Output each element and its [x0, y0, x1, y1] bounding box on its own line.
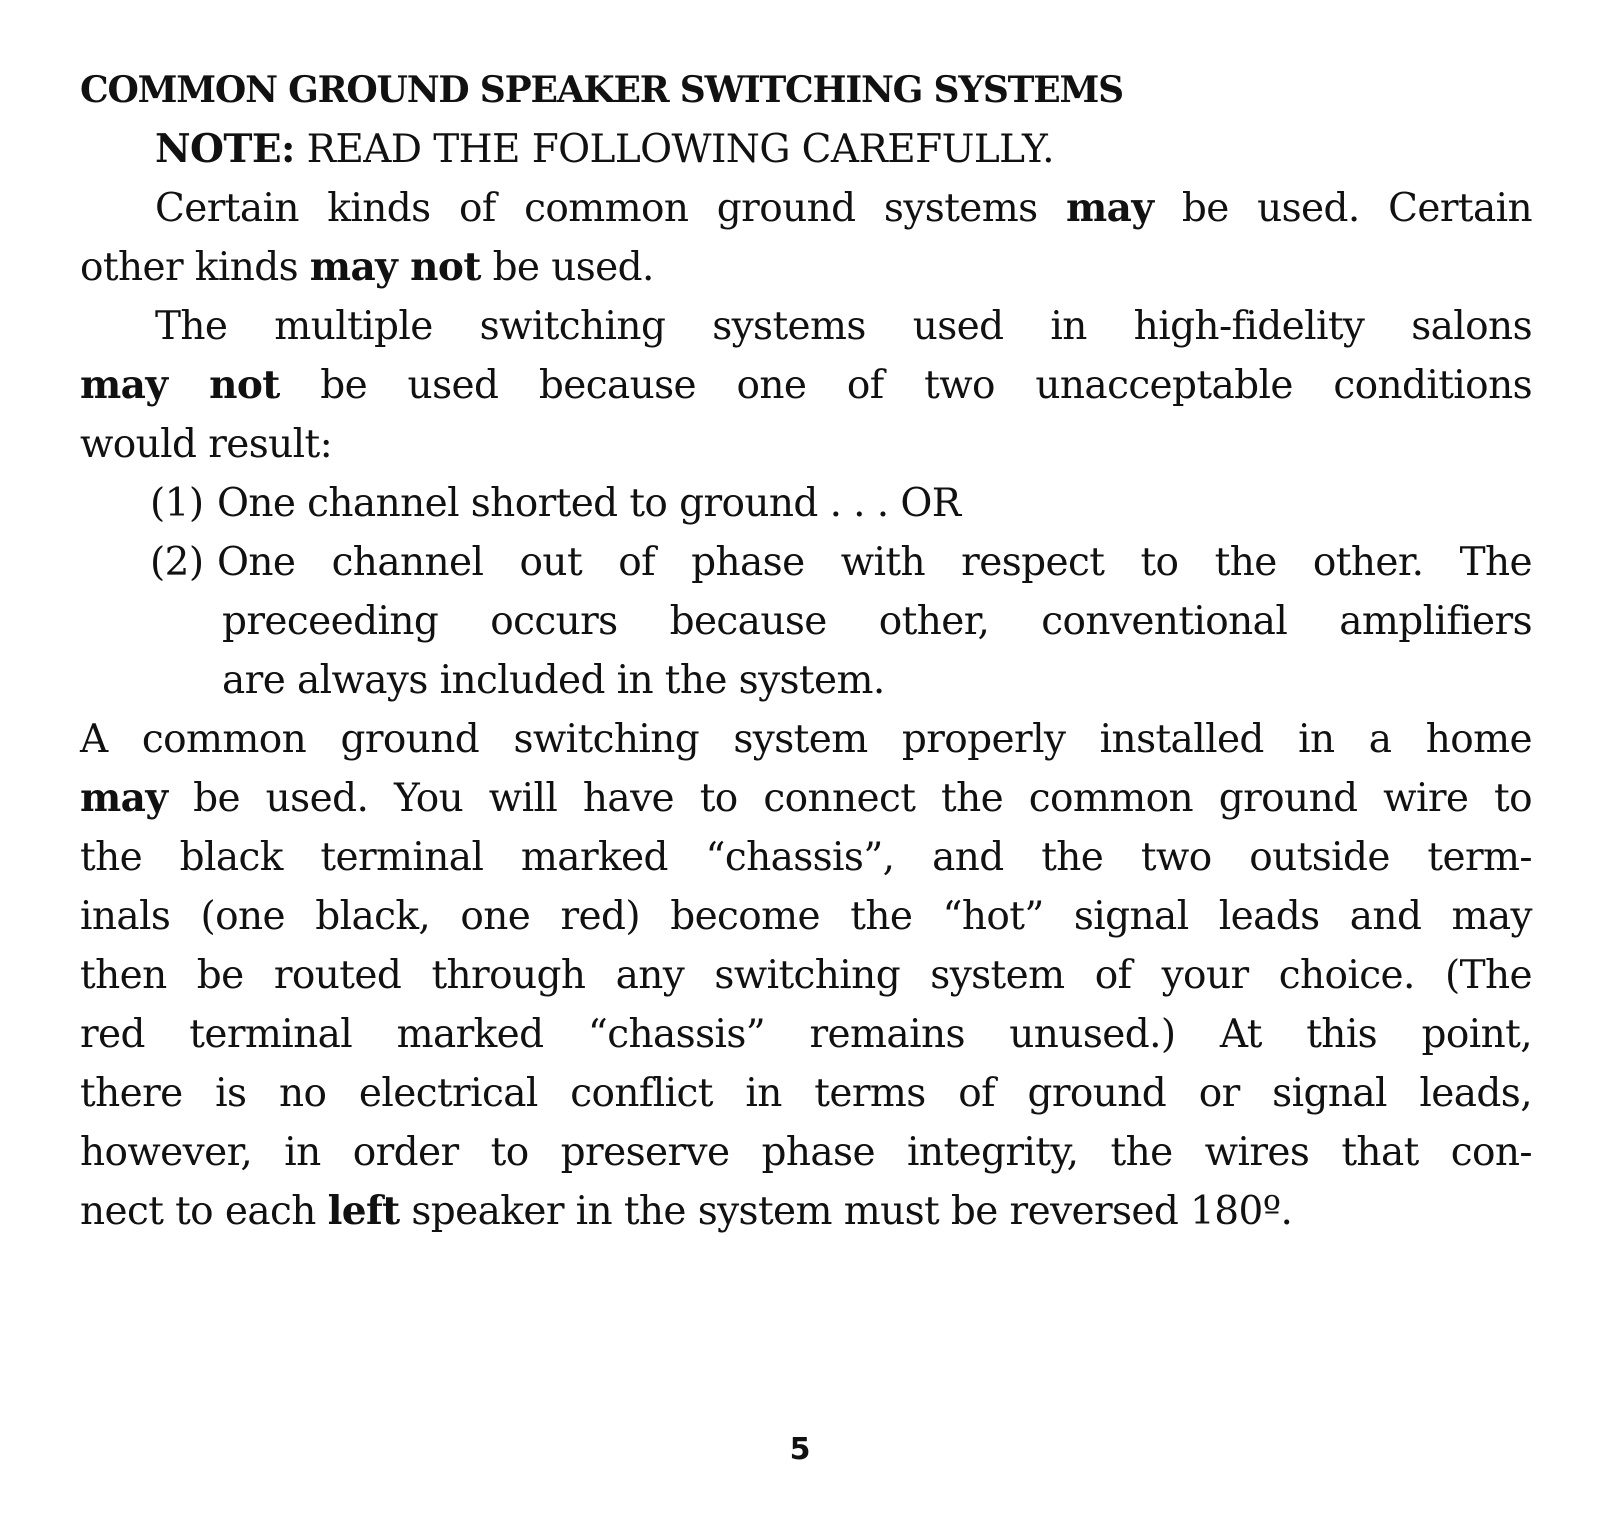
note-text: READ THE FOLLOWING CAREFULLY.	[294, 127, 1054, 172]
list-item-text: One channel shorted to ground . . . OR	[217, 481, 961, 526]
note-line	[80, 120, 1532, 179]
list-item-1	[80, 474, 1532, 533]
section-heading: COMMON GROUND SPEAKER SWITCHING SYSTEMS	[80, 69, 1123, 111]
para3-line-6: red terminal marked “chassis” remains unused.) At this point,	[80, 1012, 1532, 1057]
list-item-number: (2)	[150, 540, 204, 585]
para3-text: be used. You will have to connect the common ground wire to	[167, 776, 1532, 821]
list-item-text: One channel out of phase with respect to the other. The	[217, 540, 1532, 585]
list-item-2-continued: preceeding occurs because other, conventional amplifiers	[222, 599, 1532, 644]
para3-line-5: then be routed through any switching system of your choice. (The	[80, 953, 1532, 998]
para2-line-2	[80, 356, 1532, 415]
para1-line-1	[80, 179, 1532, 238]
emphasis-may-not: may not	[309, 244, 481, 290]
para1-text: be used. Certain	[1153, 186, 1532, 231]
para1-text: Certain kinds of common ground systems	[155, 186, 1066, 231]
note-label: NOTE:	[155, 126, 295, 172]
para2-text: be used because one of two unacceptable conditions	[279, 363, 1532, 408]
list-item-2	[80, 533, 1532, 592]
emphasis-left: left	[327, 1188, 400, 1234]
para3-line-4: inals (one black, one red) become the “hot” signal leads and may	[80, 894, 1532, 939]
list-item-2-continued: are always included in the system.	[222, 658, 885, 703]
para3-line-3: the black terminal marked “chassis”, and the two outside term-	[80, 835, 1532, 880]
para3-line-9	[80, 1182, 1532, 1241]
emphasis-may: may	[1065, 185, 1154, 231]
para1-line-2	[80, 238, 1532, 297]
page-number: 5	[789, 1432, 811, 1467]
para3-line-8: however, in order to preserve phase integrity, the wires that con-	[80, 1130, 1532, 1175]
para3-text: nect to each	[80, 1189, 328, 1234]
emphasis-may-not: may not	[80, 362, 280, 408]
list-item-number: (1)	[150, 481, 204, 526]
para3-line-7: there is no electrical conflict in terms of ground or signal leads,	[80, 1071, 1532, 1116]
emphasis-may: may	[80, 775, 168, 821]
para3-line-1: A common ground switching system properly installed in a home	[80, 717, 1532, 762]
para1-text: other kinds	[80, 245, 310, 290]
para2-line-3: would result:	[80, 422, 333, 467]
para3-line-2	[80, 769, 1532, 828]
para3-text: speaker in the system must be reversed 180º.	[399, 1189, 1293, 1234]
para2-line-1: The multiple switching systems used in high-fidelity salons	[155, 304, 1532, 349]
para1-text: be used.	[480, 245, 654, 290]
page-content	[80, 60, 1532, 1241]
